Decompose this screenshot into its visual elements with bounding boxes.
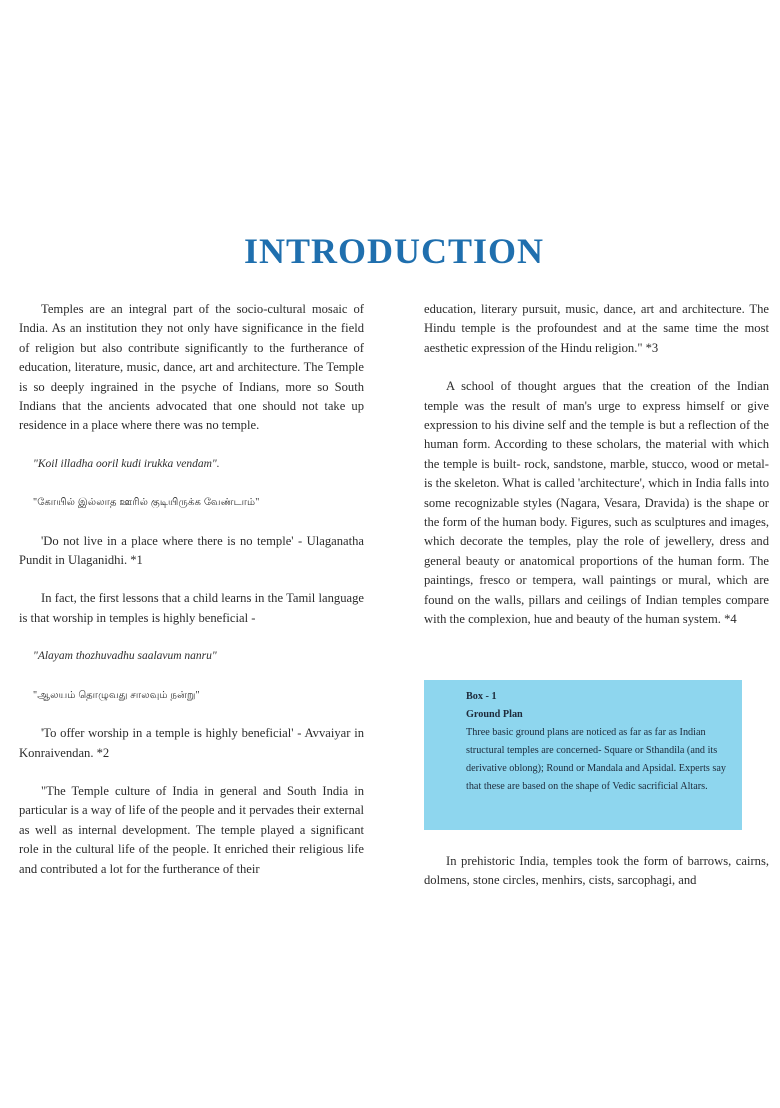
paragraph: 'To offer worship in a temple is highly beneficial' - Avvaiyar in Konraivendan. *2	[19, 726, 364, 760]
page-title: INTRODUCTION	[243, 231, 545, 271]
sidebar-box	[424, 680, 742, 830]
paragraph: In prehistoric India, temples took the form of barrows, cairns, dolmens, stone circles, menhirs, cists, sarcophagi, and	[424, 854, 769, 888]
right-column	[424, 300, 769, 649]
paragraph: 'Do not live in a place where there is no temple' - Ulaganatha Pundit in Ulaganidhi. *1	[19, 533, 364, 568]
paragraph: education, literary pursuit, music, dance, art and architecture. The Hindu temple is the profoundest and at the same time the most aesthetic expression of the Hindu religion." *3	[424, 302, 769, 355]
transliterated-quote: "Alayam thozhuvadhu saalavum nanru"	[33, 650, 217, 663]
box-heading: Ground Plan	[466, 709, 523, 720]
tamil-quote: "ஆலயம் தொழுவது சாலவும் நன்று"	[33, 689, 200, 701]
tamil-quote: "கோயில் இல்லாத ஊரில் குடியிருக்க வேண்டாம்"	[33, 497, 260, 509]
paragraph: "The Temple culture of India in general and South India in particular is a way of life of the people and it pervades their external as well as internal development. The temple played a significant role in the cultural life of the people. It enriched their religious life and contributed a lot for the furtherance of their	[19, 783, 364, 876]
paragraph: Temples are an integral part of the socio-cultural mosaic of India. As an institution they not only have significance in the field of religion but also contribute significantly to the furtherance of education, literature, music, dance, art and architecture. The Temple is so deeply ingrained in the psyche of Indians, more so South Indians that the ancients advocated that one should not take up residence in a place where there was no temple.	[19, 302, 364, 433]
paragraph: In fact, the first lessons that a child learns in the Tamil language is that worship in temples is highly beneficial -	[19, 591, 364, 625]
box-label: Box - 1	[466, 691, 497, 702]
transliterated-quote: "Koil illadha ooril kudi irukka vendam".	[33, 457, 220, 470]
left-column	[19, 300, 364, 898]
right-column-continued	[424, 852, 769, 910]
box-body: Three basic ground plans are noticed as far as far as Indian structural temples are concerned- Square or Sthandila (and its derivative oblong); Round or Mandala and Apsidal. Experts say that these are based on the shape of Vedic sacrificial Altars.	[466, 727, 727, 792]
paragraph: A school of thought argues that the creation of the Indian temple was the result of man's urge to express himself or give expression to his divine self and the temple is but a reflection of the human form. According to these scholars, the material with which the temple is built- rock, sandstone, marble, stucco, wood or metal- is the skeleton. What is called 'architecture', which in India falls into some recognizable styles (Nagara, Vesara, Dravida) is the shape or the form of the human body. Figures, such as sculptures and images, which decorate the temples, play the role of jewellery, dress and general beauty or anatomical proportions of the human form. The paintings, fresco or tempera, wall paintings or mural, which are found on the walls, pillars and ceilings of Indian temples compare with the complexion, hue and beauty of the human system. *4	[424, 379, 769, 627]
